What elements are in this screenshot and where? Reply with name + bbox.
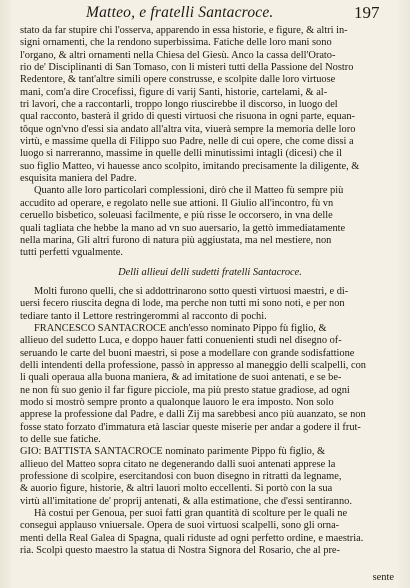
text-line: li quali operaua alla buona maniera, & ad imitatione de suoi antenati, e se be- [20,372,342,384]
text-line: quali tagliata che hebbe la mano ad vn suo auersario, la gettò immediatamente [20,222,346,234]
text-line: professione di scolpire, esercitandosi con buon disegno in ritratti da legname, [20,471,342,483]
paragraph-2 [20,185,400,259]
text-line: signi ornamenti, che la rendono superbissima. Fatiche delle loro mani sono [20,37,332,49]
text-line: uersi fecero riuscita degna di lode, ma perche non tutti mi sono noti, e per non [20,298,345,310]
text-line: allieuo del sudetto Luca, e doppo hauer fatti conuenienti studi nel disegno of- [20,335,342,347]
text-line: modo si mostrò sempre pronto a qualonque lauoro le era imposto. Non solo [20,396,334,408]
text-line: suo figlio Matteo, vi hauesse anco scolpito, imitando precisamente la diligente, & [20,160,360,172]
text-line: fosse stato forzato d'immatura età lasciar queste miserie per andar a godere il frut- [20,421,361,433]
catchword: sente [372,572,394,583]
text-line: luogo si narreranno, massime in quelle delli minutissimi intagli (dicesi) che il [20,148,343,160]
text-line: accudito ad operare, e regolato nelle sue attioni. Il Giulio all'incontro, fù vn [20,197,334,209]
running-title: Matteo, e fratelli Santacroce. [86,4,274,21]
text-line: stato da far stupire chi l'osserva, apparendo in essa historie, e figure, & altri in- [20,25,348,36]
text-line: mani, com'a dire Crocefissi, figure di varij Santi, historie, cartelami, & al- [20,86,328,98]
text-line: consegui applauso vniuersale. Opera de suoi virtuosi scalpelli, sono gli orna- [20,520,340,532]
section-heading: Delli allieui delli sudetti fratelli Santacroce. [118,266,302,278]
text-line: nella marina, Gli altri furono di natura più aggiustata, ma nel mestiere, non [20,234,332,246]
text-line: FRANCESCO SANTACROCE anch'esso nominato Pippo fù figlio, & [34,322,327,334]
text-line: Hà costui per Genoua, per suoi fatti gran quantità di scolture per le quali ne [34,508,348,520]
text-line: rio de' Disciplinanti di San Tomaso, con li misteri tutti della Passione del Nostro [20,62,354,74]
text-line: tôque ogn'vno d'essi sia andato all'altra vita, viuerà sempre la memoria delle loro [20,123,356,135]
text-line: l'organo, & altri ornamenti nella Chiesa del Giesù. Anco la cassa dell'Orato- [20,49,336,61]
text-line: GIO: BATTISTA SANTACROCE nominato parimente Pippo fù figlio, & [20,446,326,458]
page-header [0,4,410,26]
text-line: ria. Scolpì questo maestro la statua di Nostra Signora del Rosario, che al pre- [20,545,341,557]
text-line: tri lavori, che a raccontarli, troppo longo riuscirebbe il discorso, in luogo del [20,99,338,111]
paragraph-4 [20,323,400,446]
text-line: ceruello bisbetico, soleuasi facilmente, e più risse le occorsero, in vna delle [20,210,333,222]
text-line: esquisita maniera del Padre. [20,173,137,185]
text-line: qual racconto, basterà il grido di questi virtuosi che risuona in ogni parte, equan- [20,111,356,123]
text-line: to delle sue fatiche. [20,434,101,445]
text-line: tutti perfetti vgualmente. [20,247,124,259]
text-line: apprese la professione dal Padre, e dalli Zij ma sarebbesi anco più auanzato, se non [20,409,366,421]
text-line: menti della Real Galea di Spagna, quali riduste ad ogni perfetto ordine, e maestria. [20,532,364,544]
paragraph-3 [20,286,400,323]
text-line: ne non fù suo genio il far figure picciole, ma più presto statue gradiose, ad ogni [20,384,350,396]
text-line: allieuo del Matteo sopra citato ne degenerando dalli suoi antenati apprese la [20,458,336,470]
body-text [20,25,400,557]
text-line: & auorio figure, historie, & altri lauori molto eccellenti. Si portò con la sua [20,483,333,495]
page-number: 197 [354,3,380,22]
text-line: Redentore, & tant'altre simili opere construsse, e scolpite dalle loro virtuose [20,74,336,86]
text-line: tediare tanto il Lettore restringerommi al racconto di pochi. [20,310,267,322]
text-line: delli intendenti della professione, passò in appresso al maneggio delli scalpelli, con [20,359,366,371]
text-line: Molti furono quelli, che si addottrinarono sotto questi virtuosi maestri, e di- [34,285,349,297]
text-line: virtù, e massime quella di Filippo suo Padre, nelle di cui opere, che come dissi a [20,136,354,148]
text-line: Quanto alle loro particolari complessioni, dirò che il Matteo fù sempre più [34,185,344,197]
text-line: virtù all'imitatione de' proprij antenati, & alla estimatione, che d'essi sentiranno. [20,495,352,507]
paragraph-1 [20,25,400,185]
paragraph-5 [20,446,400,557]
text-line: seruando le carte del buoni maestri, si pose a modellare con grande sodisfattione [20,347,355,359]
